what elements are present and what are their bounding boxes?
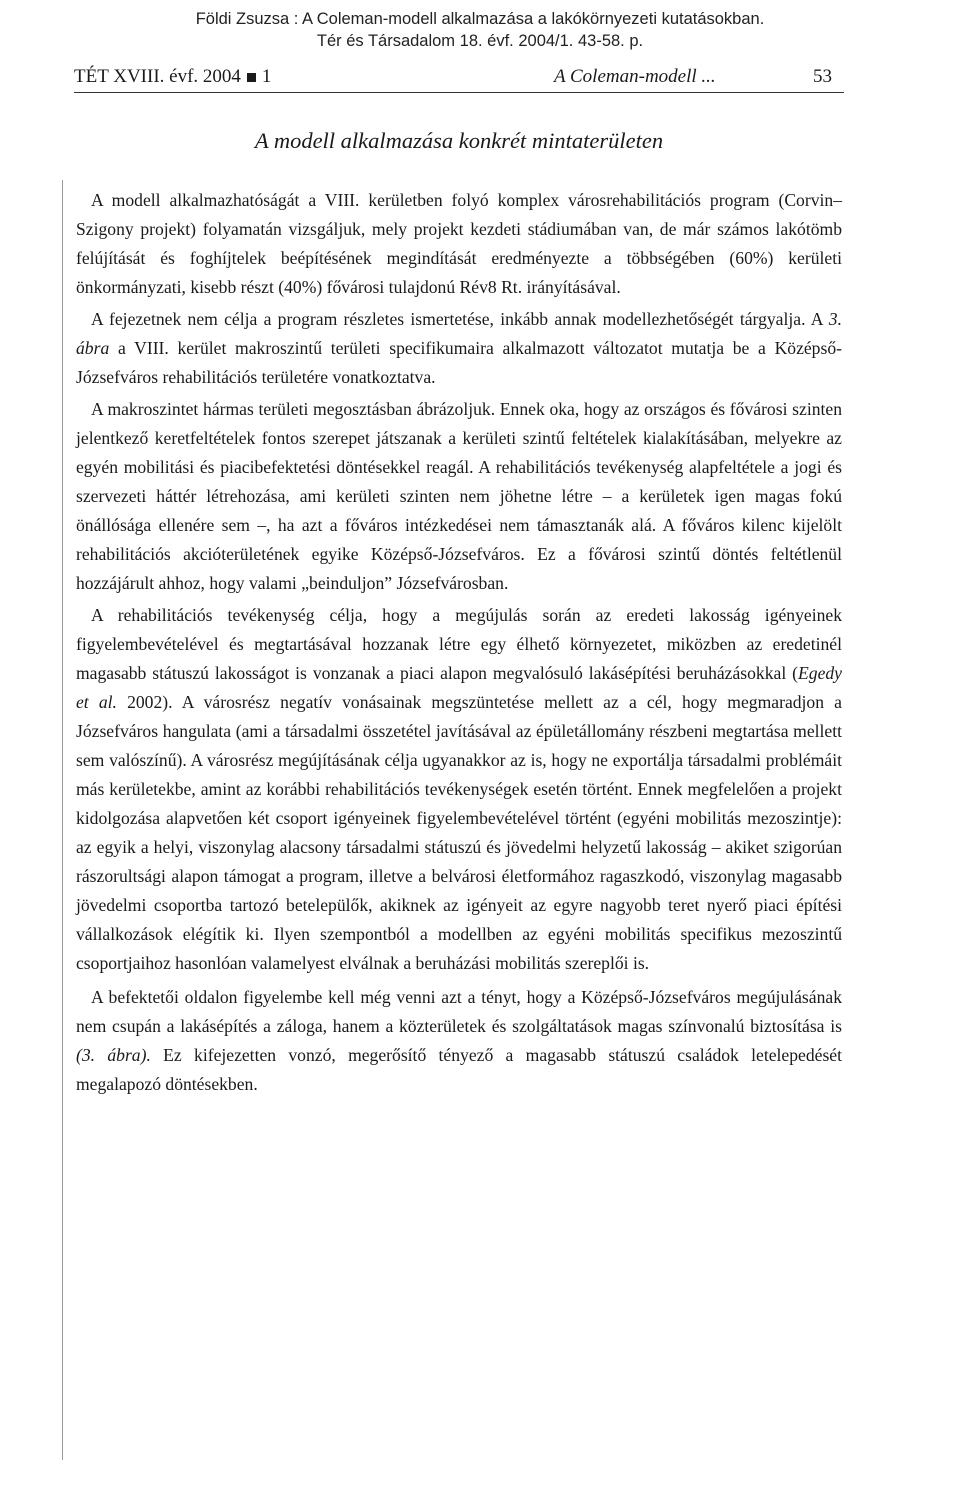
paragraph-1: A modell alkalmazhatóságát a VIII. kerületben folyó komplex városrehabilitációs program (Corvin–Szigony projekt) folyamatán vizsgáljuk, mely projekt kezdeti stádiumában van, de már számos lakótömb felújítását és foghíjtelek beépítésének megindítását eredményezte a többségében (60%) kerületi önkormányzati, kisebb részt (40%) fővárosi tulajdonú Rév8 Rt. irányításával. [76, 190, 842, 297]
article-body [76, 186, 842, 1099]
paragraph-4-text-b: 2002). A városrész negatív vonásainak megszüntetése mellett az a cél, hogy megmaradjon a Józsefváros hangulata (ami a társadalmi összetétel javításával az épületállomány részbeni megtartása mellett sem valószínű). A városrész megújításának célja ugyanakkor az is, hogy ne exportálja társadalmi problémáit más kerületekbe, amint az korábbi rehabilitációs tevékenységek esetén történt. Ennek megfelelően a projekt kidolgozása alapvetően két csoport igényeinek figyelembevételével történt (egyéni mobilitás mezoszintje): az egyik a helyi, viszonylag alacsony társadalmi státuszú és jövedelmi helyzetű lakosság – akiket szigorúan rászorultsági alapon támogat a program, illetve a belvárosi életformához ragaszkodó, viszonylag magasabb jövedelmi csoportba tartozó betelepülők, akiknek az igényeit az egyre nagyobb teret nyerő piaci építési vállalkozások elégítik ki. Ilyen szempontból a modellben az egyéni mobilitás specifikus mezoszintű csoportjaihoz hasonlóan valamelyest elválnak a beruházási mobilitás szereplői is. [76, 692, 842, 973]
citation-reference: Egedy et al. [76, 663, 842, 712]
page-number: 53 [813, 66, 832, 87]
figure-reference: 3. ábra [76, 309, 842, 358]
paragraph-4-text-a: A rehabilitációs tevékenység célja, hogy a megújulás során az eredeti lakosság igényeinek figyelembevételével és megtartásával hozzanak létre egy élhető környezetet, miközben az eredetinél magasabb státuszú lakosságot is vonzanak a piaci alapon megvalósuló lakásépítési beruházásokkal ( [76, 605, 842, 683]
margin-rule [62, 180, 63, 1460]
section-title: A modell alkalmazása konkrét mintaterületen [254, 128, 664, 153]
paragraph-5-text-b: Ez kifejezetten vonzó, megerősítő tényező a magasabb státuszú családok letelepedését megalapozó döntésekben. [76, 1045, 842, 1094]
running-header [74, 64, 844, 93]
journal-issue [74, 64, 271, 90]
paragraph-2-text-a: A fejezetnek nem célja a program részletes ismertetése, inkább annak modellezhetőségét tárgyalja. A [91, 309, 829, 329]
journal-name: TÉT XVIII. évf. 2004 [74, 66, 241, 87]
paragraph-2 [76, 305, 842, 392]
paragraph-2-text-b: a VIII. kerület makroszintű területi specifikumaira alkalmazott változatot mutatja be a Középső-Józsefváros rehabilitációs területére vonatkoztatva. [76, 338, 842, 387]
running-title: A Coleman-modell ... [554, 66, 716, 87]
paragraph-4 [76, 601, 842, 978]
citation-line-2: Tér és Társadalom 18. évf. 2004/1. 43-58. p. [316, 32, 644, 50]
square-bullet-icon [247, 73, 256, 82]
paragraph-5 [76, 983, 842, 1099]
issue-number: 1 [261, 66, 272, 87]
citation-line-1: Földi Zsuzsa : A Coleman-modell alkalmazása a lakókörnyezeti kutatásokban. [195, 10, 765, 28]
paragraph-5-text-a: A befektetői oldalon figyelembe kell még venni azt a tényt, hogy a Középső-Józsefváros megújulásának nem csupán a lakásépítés a záloga, hanem a közterületek és szolgáltatások magas színvonalú biztosítása is [76, 987, 842, 1036]
paragraph-3: A makroszintet hármas területi megosztásban ábrázoljuk. Ennek oka, hogy az országos és fővárosi szinten jelentkező keretfeltételek fontos szerepet játszanak a kerületi szintű feltételek kialakításában, melyekre az egyén mobilitási és piacibefektetési döntésekkel reagál. A rehabilitációs tevékenység alapfeltétele a jogi és szervezeti háttér létrehozása, ami kerületi szinten nem jöhetne létre – a kerületek igen magas fokú önállósága ellenére sem –, ha azt a főváros intézkedései nem támasztanák alá. A főváros kilenc kijelölt rehabilitációs akcióterületének egyike Középső-Józsefváros. Ez a fővárosi szintű döntés feltétlenül hozzájárult ahhoz, hogy valami „beinduljon” Józsefvárosban. [76, 399, 842, 593]
figure-reference: (3. ábra). [76, 1045, 151, 1065]
